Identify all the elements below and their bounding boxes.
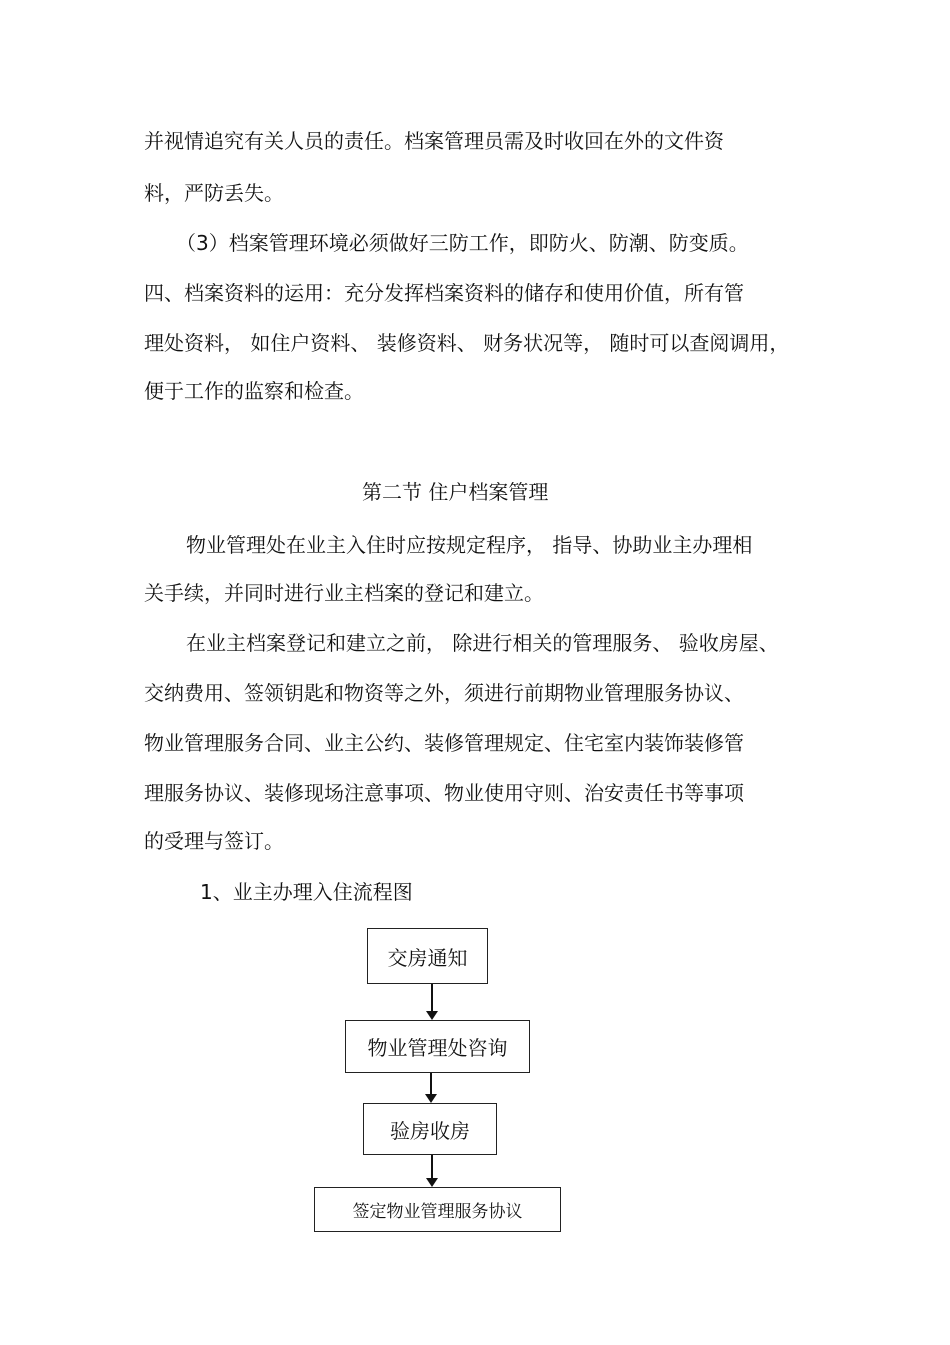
flow-step-consult: 物业管理处咨询: [345, 1020, 530, 1073]
text-line: 理服务协议、装修现场注意事项、物业使用守则、治安责任书等事项: [144, 781, 744, 805]
flow-arrow: [431, 1155, 433, 1185]
flow-step-notice: 交房通知: [367, 928, 488, 984]
text-line: 便于工作的监察和检查。: [144, 379, 364, 403]
flow-title: 1、业主办理入住流程图: [200, 880, 413, 904]
flow-step-sign-agreement: 签定物业管理服务协议: [314, 1187, 561, 1232]
text-line: 物业管理处在业主入住时应按规定程序， 指导、协助业主办理相: [186, 533, 753, 557]
section-title: 第二节 住户档案管理: [362, 480, 549, 504]
text-line: 的受理与签订。: [144, 829, 284, 853]
text-line: 交纳费用、签领钥匙和物资等之外，须进行前期物业管理服务协议、: [144, 681, 744, 705]
flow-step-inspect: 验房收房: [363, 1103, 497, 1155]
text-line: 料，严防丢失。: [144, 181, 284, 205]
text-line: （3）档案管理环境必须做好三防工作，即防火、防潮、防变质。: [176, 231, 749, 255]
text-line: 在业主档案登记和建立之前， 除进行相关的管理服务、 验收房屋、: [186, 631, 779, 655]
flow-arrow: [431, 984, 433, 1018]
text-line: 四、档案资料的运用：充分发挥档案资料的储存和使用价值，所有管: [144, 281, 744, 305]
text-line: 关手续，并同时进行业主档案的登记和建立。: [144, 581, 544, 605]
flow-arrow: [430, 1073, 432, 1101]
text-line: 并视情追究有关人员的责任。档案管理员需及时收回在外的文件资: [144, 129, 724, 153]
text-line: 理处资料， 如住户资料、 装修资料、 财务状况等， 随时可以查阅调用，: [144, 331, 790, 355]
text-line: 物业管理服务合同、业主公约、装修管理规定、住宅室内装饰装修管: [144, 731, 744, 755]
